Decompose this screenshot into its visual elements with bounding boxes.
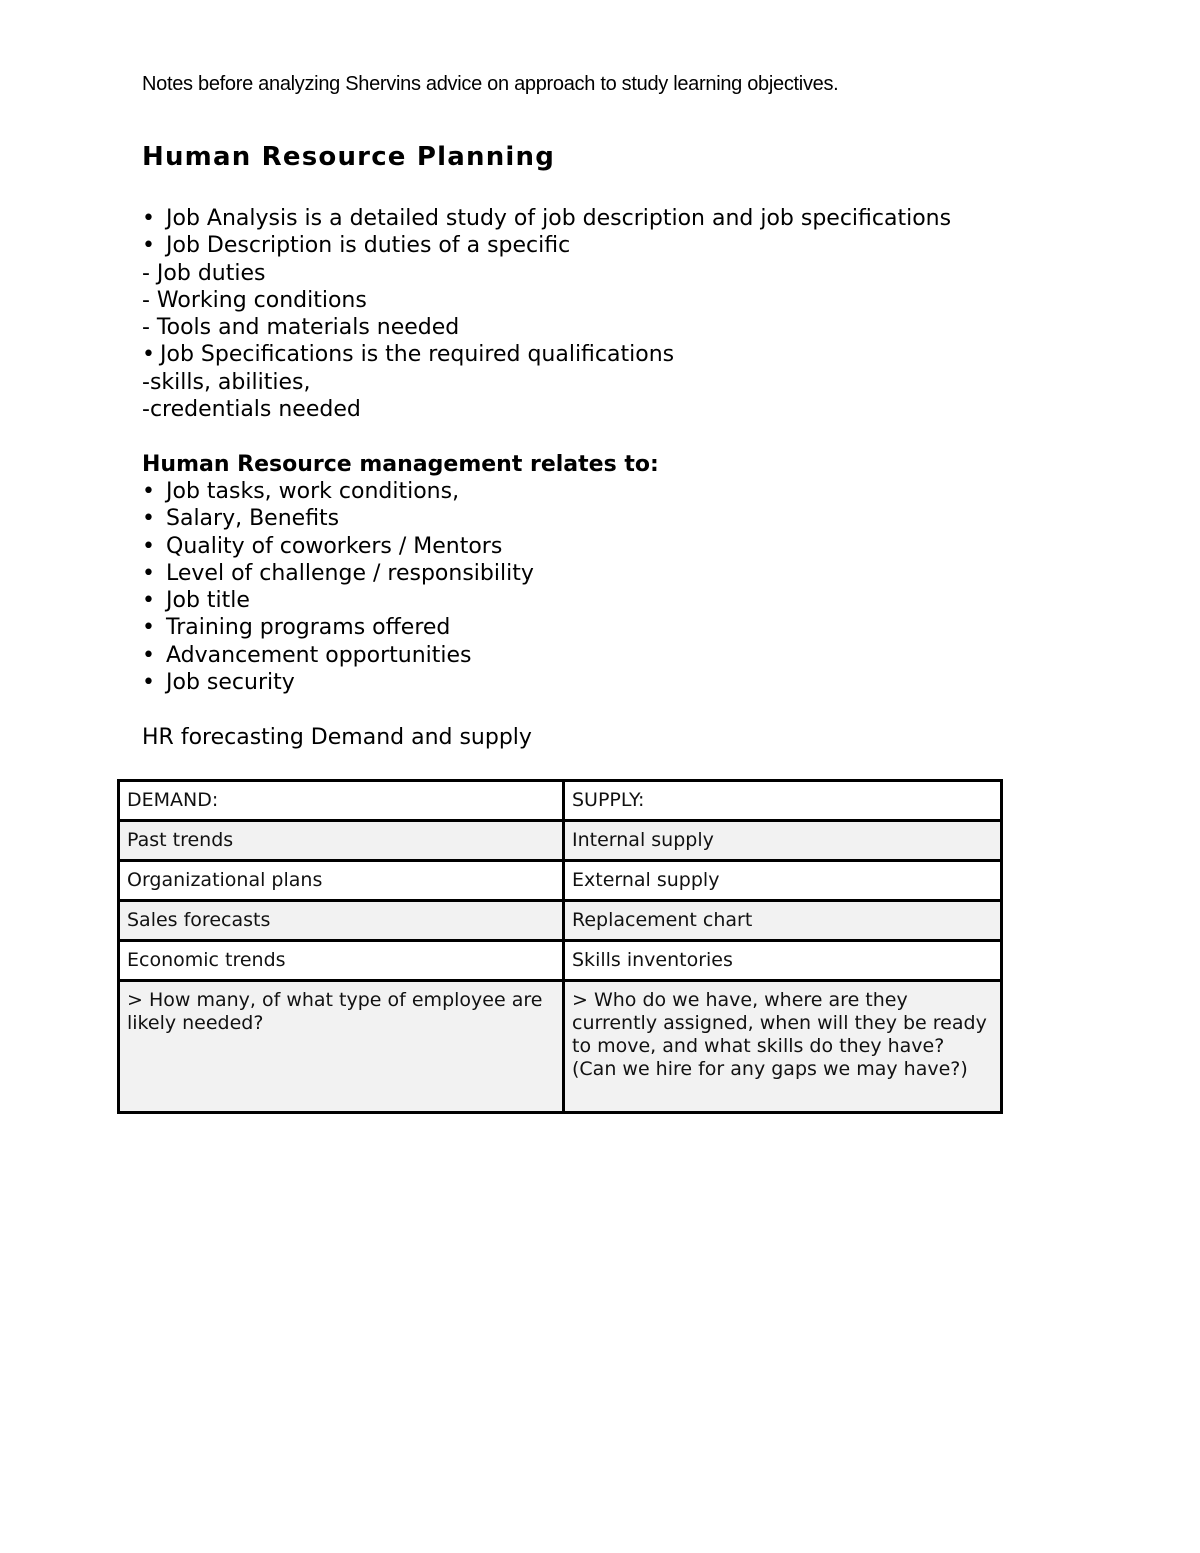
bullet-marker: • xyxy=(142,533,155,559)
planning-list xyxy=(142,205,951,423)
table-cell: DEMAND: xyxy=(119,781,564,821)
table-cell: > How many, of what type of employee are likely needed? xyxy=(119,981,564,1113)
bullet-marker: • xyxy=(142,479,155,504)
list-item-text: Quality of coworkers / Mentors xyxy=(166,533,503,559)
table-cell: Internal supply xyxy=(564,821,1002,861)
bullet-marker: • xyxy=(142,670,155,696)
table-row xyxy=(119,781,1002,821)
sub-list-item: -credentials needed xyxy=(142,397,361,423)
table-row xyxy=(119,861,1002,901)
list-item-text: Salary, Benefits xyxy=(166,506,340,532)
list-item-text: Job Analysis is a detailed study of job description and job specifications xyxy=(166,206,952,231)
list-item xyxy=(142,560,534,587)
list-item-text: Job Specifications is the required qualifications xyxy=(160,342,675,368)
demand-supply-table xyxy=(117,779,1003,1114)
table-cell: Sales forecasts xyxy=(119,901,564,941)
list-item-text: Job Description is duties of a specific xyxy=(166,233,571,259)
table-cell: Skills inventories xyxy=(564,941,1002,981)
list-item xyxy=(142,232,951,259)
table-row xyxy=(119,941,1002,981)
bullet-marker: • xyxy=(142,506,155,532)
sub-list-item: -skills, abilities, xyxy=(142,369,311,395)
list-item xyxy=(142,478,534,505)
list-item-text: Job security xyxy=(166,670,295,696)
list-item xyxy=(142,587,534,614)
bullet-marker: • xyxy=(142,342,155,368)
management-heading: Human Resource management relates to: xyxy=(142,452,659,477)
bullet-marker: • xyxy=(142,233,155,259)
sub-list-item: - Tools and materials needed xyxy=(142,315,460,341)
table-cell: External supply xyxy=(564,861,1002,901)
bullet-marker: • xyxy=(142,615,155,641)
list-item xyxy=(142,614,534,641)
list-item xyxy=(142,505,534,532)
table-cell: Past trends xyxy=(119,821,564,861)
table-row xyxy=(119,821,1002,861)
sub-list-item: - Job duties xyxy=(142,260,266,286)
list-item xyxy=(142,533,534,560)
list-item xyxy=(142,341,951,368)
table-row xyxy=(119,981,1002,1113)
list-item xyxy=(142,642,534,669)
table-cell: Replacement chart xyxy=(564,901,1002,941)
page-title: Human Resource Planning xyxy=(142,142,556,172)
management-list xyxy=(142,478,534,696)
table-cell: SUPPLY: xyxy=(564,781,1002,821)
table-cell: > Who do we have, where are they currently assigned, when will they be ready to move, and what skills do they have? (Can we hire for any gaps we may have?) xyxy=(564,981,1002,1113)
list-item-text: Training programs offered xyxy=(166,615,451,641)
list-item-text: Advancement opportunities xyxy=(166,642,472,668)
list-item-text: Level of challenge / responsibility xyxy=(166,560,534,586)
table-row xyxy=(119,901,1002,941)
sub-list-item: - Working conditions xyxy=(142,287,367,313)
bullet-marker: • xyxy=(142,588,155,614)
bullet-marker: • xyxy=(142,206,155,231)
intro-note: Notes before analyzing Shervins advice on approach to study learning objectives. xyxy=(142,73,839,95)
list-item xyxy=(142,669,534,696)
bullet-marker: • xyxy=(142,642,155,668)
list-item-text: Job tasks, work conditions, xyxy=(166,479,460,504)
table-cell: Organizational plans xyxy=(119,861,564,901)
table-cell: Economic trends xyxy=(119,941,564,981)
list-item-text: Job title xyxy=(166,588,250,614)
bullet-marker: • xyxy=(142,560,155,586)
forecast-heading: HR forecasting Demand and supply xyxy=(142,725,532,750)
list-item xyxy=(142,205,951,232)
